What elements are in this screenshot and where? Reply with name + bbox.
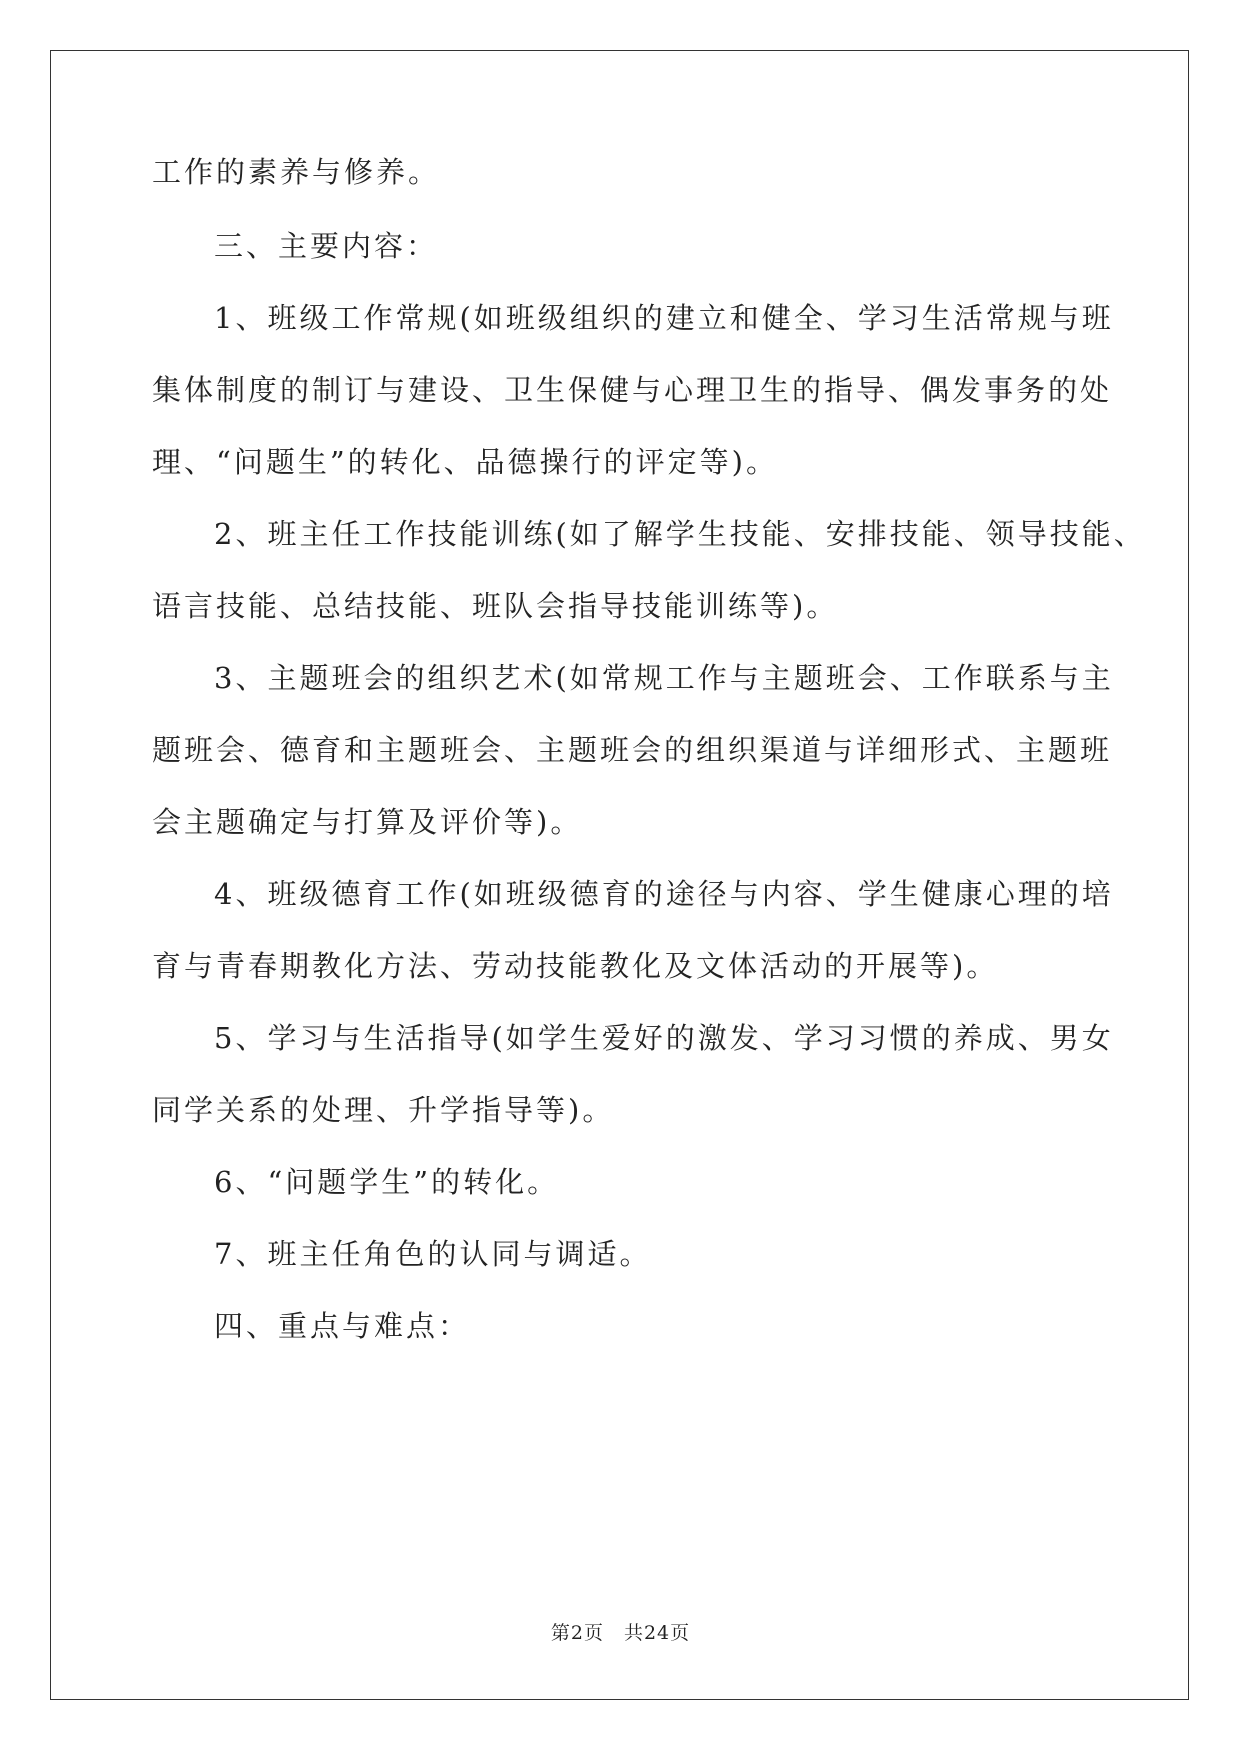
list-item-3-line-3: 会主题确定与打算及评价等)。	[152, 805, 583, 839]
list-item-7: 7、班主任角色的认同与调适。	[214, 1237, 652, 1271]
list-item-2: 2、班主任工作技能训练(如了解学生技能、安排技能、领导技能、	[214, 517, 1146, 551]
list-item-3: 3、主题班会的组织艺术(如常规工作与主题班会、工作联系与主	[214, 661, 1114, 695]
page-number-footer: 第2页 共24页	[550, 1622, 691, 1644]
list-item-2-line-2: 语言技能、总结技能、班队会指导技能训练等)。	[152, 589, 839, 623]
list-item-5: 5、学习与生活指导(如学生爱好的激发、学习习惯的养成、男女	[214, 1021, 1114, 1055]
list-item-4-line-2: 育与青春期教化方法、劳动技能教化及文体活动的开展等)。	[152, 949, 999, 983]
list-item-6: 6、“问题学生”的转化。	[214, 1165, 560, 1199]
text-line-continuation: 工作的素养与修养。	[152, 155, 441, 189]
section-heading-key-points: 四、重点与难点：	[214, 1309, 471, 1343]
list-item-1: 1、班级工作常规(如班级组织的建立和健全、学习生活常规与班	[214, 301, 1114, 335]
list-item-3-line-2: 题班会、德育和主题班会、主题班会的组织渠道与详细形式、主题班	[152, 733, 1113, 767]
list-item-5-line-2: 同学关系的处理、升学指导等)。	[152, 1093, 615, 1127]
list-item-1-line-2: 集体制度的制订与建设、卫生保健与心理卫生的指导、偶发事务的处	[152, 373, 1113, 407]
section-heading-main-content: 三、主要内容：	[214, 229, 439, 263]
list-item-4: 4、班级德育工作(如班级德育的途径与内容、学生健康心理的培	[214, 877, 1114, 911]
list-item-1-line-3: 理、“问题生”的转化、品德操行的评定等)。	[152, 445, 778, 479]
